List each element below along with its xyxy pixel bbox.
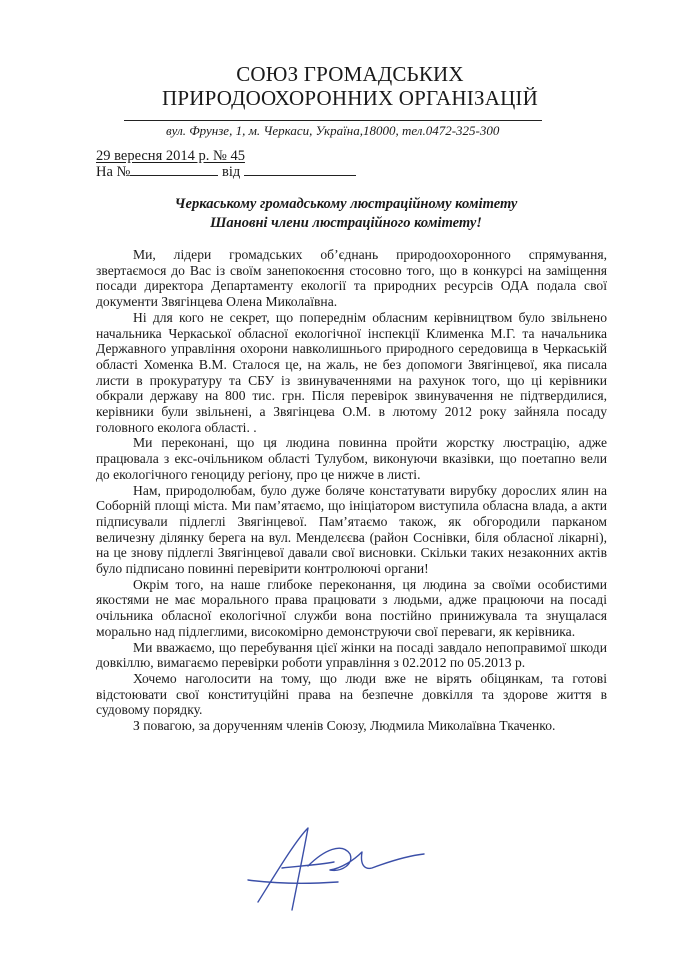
body-paragraph-4: Нам, природолюбам, було дуже боляче констатувати вирубку дорослих ялин на Соборній площі міста. Ми пам’ятаємо, що ініціатором виступила обласна влада, а акти підписували підлеглі Звягінцевої. Пам’ятаємо також, як обгородили парканом величезну ділянку берега на вул. Менделєєва (район Соснівки, біля обласної лікарні), на це знову підлеглі Звягінцевої давали свої висновки. Скільки таких незаконних актів було підписано повинні перевірити контролюючі органи! [96,482,607,577]
reply-date-label: від [222,164,241,180]
letterhead-divider [124,120,542,121]
addressee-line: Черкаському громадському люстраційному комітету [174,196,518,212]
handwritten-signature [238,810,438,920]
body-paragraph-5: Окрім того, на наше глибоке переконання, ця людина за своїми особистими якостями не має морального права працювати з людьми, адже працюючи на посаді очільника обласної екологічної служби вона постійно принижувала та знущалася морально над підлеглими, високомірно демонструючи свої переваги, як керівника. [96,576,607,639]
reply-number-blank [130,163,218,176]
organization-name-line-2: ПРИРОДООХОРОННИХ ОРГАНІЗАЦІЙ [162,86,538,110]
reply-number-label: На № [96,164,131,180]
reply-date-blank [244,163,356,176]
addressee-block [96,195,596,233]
closing-paragraph: З повагою, за дорученням членів Союзу, Людмила Миколаївна Ткаченко. [133,718,556,734]
body-paragraph-7: Хочемо наголосити на тому, що люди вже не вірять обіцянкам, та готові відстоювати свої конституційні права на безпечне довкілля та здорове життя в судовому порядку. [96,670,607,718]
reply-reference-line [96,163,356,181]
body-paragraph-2: Ні для кого не секрет, що попереднім обласним керівництвом було звільнено начальника Черкаської обласної екологічної інспекції Клименка М.Г. та начальника Державного управління охорони навколишнього природного середовища в Черкаській області Хоменка В.М. Сталося це, на жаль, не без допомоги Звягінцевої, яка писала листи в прокуратуру та СБУ із звинуваченнями на рахунок того, що ці керівники обкрали державу на 800 тис. грн. Після перевірок звинувачення не підтвердилися, керівники були звільнені, а Звягінцева О.М. в лютому 2012 року зайняла посаду головного еколога області. . [96,309,607,435]
organization-name [150,62,550,110]
letter-date-number: 29 вересня 2014 р. № 45 [96,148,245,164]
body-paragraph-3: Ми переконані, що ця людина повинна пройти жорстку люстрацію, адже працювала з екс-очільником області Тулубом, виконуючи вказівки, що поетапно вели до екологічного геноциду регіону, про це нижче в листі. [96,435,607,482]
body-paragraph-6: Ми вважаємо, що перебування цієї жінки на посаді завдало непоправимої шкоди довкіллю, вимагаємо перевірки роботи управління з 02.2012 по 05.2013 р. [96,639,607,671]
body-paragraph-1: Ми, лідери громадських об’єднань природоохоронного спрямування, звертаємося до Вас із своїм занепокоєння стосовно того, що в конкурсі на заміщення посади директора Департаменту екології та природних ресурсів ОДА подала свої документи Звягінцева Олена Миколаївна. [96,247,607,310]
salutation-line: Шановні члени люстраційного комітету! [210,215,482,231]
organization-name-line-1: СОЮЗ ГРОМАДСЬКИХ [236,62,464,86]
organization-address: вул. Фрунзе, 1, м. Черкаси, Україна,18000, тел.0472-325-300 [166,123,500,138]
letter-body [96,247,607,734]
